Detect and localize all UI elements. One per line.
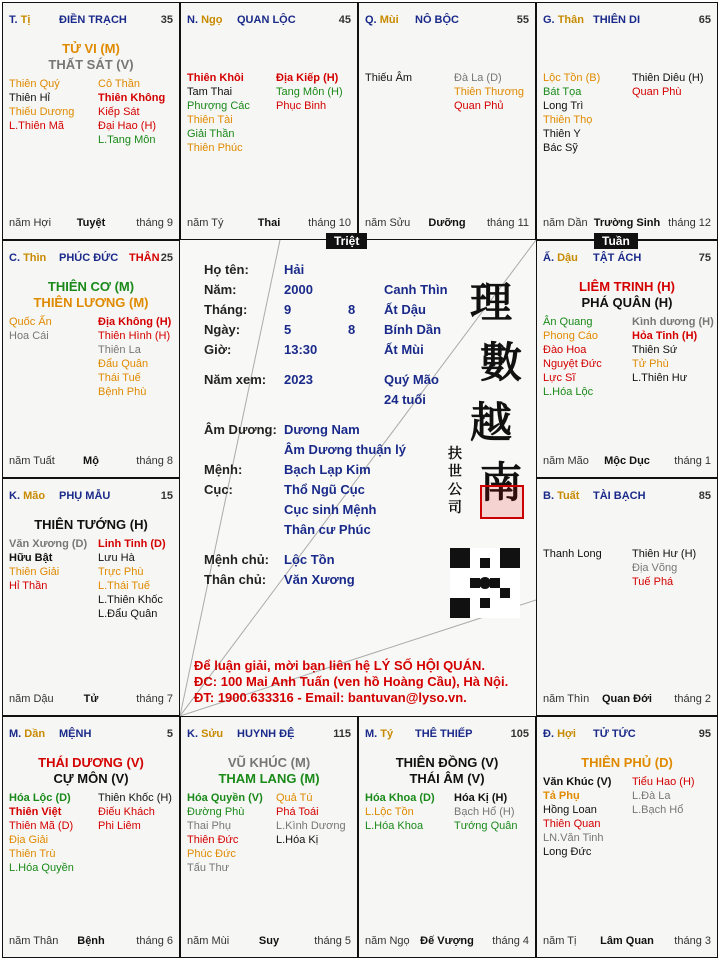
ngay-can-chi: Bính Dần [384,322,442,337]
palace-branch: K. Sửu [187,728,224,740]
minor-star: Đường Phù [187,806,245,818]
minor-star: Phúc Đức [187,848,236,860]
palace-age: 35 [160,14,173,26]
minor-star: Thiên Quan [543,818,601,830]
minor-stars-right [98,77,165,147]
palace-truong-sinh: Thai [257,217,281,229]
palace-house-name: NÔ BỘC [415,14,459,26]
minor-star: Thiên Phúc [187,142,243,154]
palace-age: 95 [698,728,711,740]
palace-year: năm Tý [187,217,224,229]
palace-truong-sinh: Bệnh [77,935,105,947]
palace-age: 105 [510,728,529,740]
palace-dan[interactable] [2,716,180,958]
contact-line-3: ĐT: 1900.633316 - Email: bantuvan@lyso.vn. [194,690,467,705]
minor-star: Thanh Long [543,548,602,560]
minor-star: L.Tang Môn [98,134,156,146]
palace-branch: M. Dần [9,728,46,740]
main-star: LIÊM TRINH (H) [578,279,676,294]
minor-star: Thiên Đức [187,834,239,846]
palace-age: 25 [160,252,173,264]
minor-star: Thiên Hỉ [9,92,50,104]
minor-star: Kiếp Sát [98,106,140,118]
palace-month: tháng 1 [674,455,711,467]
palace-year: năm Tị [543,935,577,947]
minor-star: Bạch Hổ (H) [454,806,515,818]
palace-house-name: THÊ THIẾP [415,728,473,740]
minor-stars-right [276,791,346,847]
palace-age: 115 [333,728,351,740]
contact-line-1: Để luận giải, mời bạn liên hệ LÝ SỐ HỘI QUÁN. [194,658,485,673]
minor-star: Tang Môn (H) [276,86,343,98]
minor-star: Thiên Tài [187,114,233,126]
minor-star: Hỉ Thần [9,580,48,592]
palace-year: năm Mùi [187,935,230,947]
palace-branch: K. Mão [9,490,46,502]
minor-star: Bác Sỹ [543,142,578,154]
minor-star: Thái Tuế [98,372,141,384]
minor-stars-right [632,315,714,385]
nam-label: Năm: [204,282,237,297]
minor-star: Hóa Kị (H) [454,792,508,804]
minor-star: Thiên Thương [454,86,525,98]
minor-star: L.Lộc Tồn [365,806,414,818]
palace-footer [541,935,713,949]
nam-xem-can-chi: Quý Mão [384,372,439,387]
minor-stars-left [543,547,602,561]
minor-star: Bệnh Phù [98,386,147,398]
palace-month: tháng 9 [136,217,173,229]
minor-stars-right [98,537,166,621]
cuc-value: Thổ Ngũ Cục [284,482,365,497]
am-duong-label: Âm Dương: [204,422,277,437]
minor-star: Thiên Hư (H) [632,548,697,560]
minor-star: L.Kình Dương [276,820,346,832]
palace-ngo[interactable] [180,2,358,240]
minor-star: Văn Khúc (V) [543,776,612,788]
minor-star: Giải Thần [187,128,235,140]
palace-age: 45 [338,14,351,26]
palace-month: tháng 10 [308,217,351,229]
minor-star: L.Bạch Hổ [632,804,684,816]
cuc-value-2: Cục sinh Mệnh [284,502,377,517]
ngay-am-lich: 8 [348,322,356,337]
palace-year: năm Sửu [365,217,411,229]
minor-star: Thiên La [98,344,141,356]
main-star: THIÊN TƯỚNG (H) [34,517,148,532]
am-duong-value: Dương Nam [284,422,360,437]
palace-mui[interactable] [358,2,536,240]
ho-ten-label: Họ tên: [204,262,249,277]
minor-stars-right [632,775,695,817]
minor-star: Quốc Ấn [9,316,52,328]
palace-house-name: HUYNH ĐỆ [237,728,295,740]
minor-star: L.Hóa Lộc [543,386,594,398]
minor-star: Tử Phù [632,358,669,370]
minor-star: Quan Phù [632,86,682,98]
menh-chu-label: Mệnh chủ: [204,552,269,567]
minor-star: Đào Hoa [543,344,587,356]
palace-month: tháng 8 [136,455,173,467]
palace-header [185,14,353,28]
palace-branch: B. Tuất [543,490,580,502]
palace-footer [7,693,175,707]
minor-star: Thai Phụ [187,820,232,832]
minor-star: Đà La (D) [454,72,502,84]
palace-footer [541,693,713,707]
contact-line-2: ĐC: 100 Mai Anh Tuấn (ven hồ Hoàng Cầu), Hà Nội. [194,674,509,689]
palace-branch: Ấ. Dậu [543,252,578,264]
gio-can-chi: Ất Mùi [384,342,424,357]
palace-year: năm Ngọ [365,935,410,947]
palace-house-name: THIÊN DI [593,14,641,26]
minor-star: Thiên Thọ [543,114,593,126]
minor-star: Địa Võng [632,562,678,574]
minor-star: Thiên Y [543,128,581,140]
palace-house-name: MỆNH [59,728,92,740]
minor-star: Thiên Không [98,92,166,104]
main-star: THIÊN ĐỒNG (V) [395,755,499,770]
calligraphy-char-3: 越 [470,398,513,447]
palace-branch: M. Tý [365,728,394,740]
qr-code-icon [450,548,520,618]
minor-star: Long Trì [543,100,584,112]
palace-footer [7,455,175,469]
palace-thin[interactable] [2,240,180,478]
minor-star: L.Thiên Khốc [98,594,163,606]
palace-branch: G. Thân [543,14,584,26]
palace-year: năm Dậu [9,693,54,705]
minor-star: Linh Tinh (D) [98,538,166,550]
palace-header [541,252,713,266]
palace-year: năm Tuất [9,455,55,467]
palace-truong-sinh: Dưỡng [428,217,466,229]
palace-truong-sinh: Tuyệt [76,217,106,229]
minor-star: Thiên Diêu (H) [632,72,704,84]
minor-star: L.Đà La [632,790,671,802]
palace-truong-sinh: Trường Sinh [593,217,661,229]
nam-can-chi: Canh Thìn [384,282,448,297]
minor-stars-left [9,537,87,593]
minor-star: L.Thái Tuế [98,580,150,592]
nam-xem-label: Năm xem: [204,372,267,387]
palace-month: tháng 7 [136,693,173,705]
palace-suu[interactable] [180,716,358,958]
minor-star: L.Thiên Mã [9,120,65,132]
minor-star: Tuế Phá [632,576,674,588]
palace-month: tháng 5 [314,935,351,947]
minor-star: Thiên Khôi [187,72,244,84]
minor-star: Hóa Lộc (D) [9,792,71,804]
palace-year: năm Mão [543,455,589,467]
palace-age: 75 [698,252,711,264]
palace-house-name: TỬ TỨC [593,728,636,740]
minor-star: Thiên Hình (H) [98,330,171,342]
palace-header [7,14,175,28]
menh-label: Mệnh: [204,462,243,477]
palace-year: năm Dần [543,217,588,229]
palace-truong-sinh: Lâm Quan [600,935,654,947]
palace-branch: C. Thìn [9,252,47,264]
palace-truong-sinh: Tử [83,693,99,705]
minor-star: Hóa Khoa (D) [365,792,435,804]
palace-hoi[interactable] [536,716,718,958]
palace-header [363,728,531,742]
calligraphy-char-1: 理 [470,278,513,327]
thang-label: Tháng: [204,302,248,317]
minor-star: Long Đức [543,846,592,858]
palace-truong-sinh: Mộ [83,455,99,467]
red-seal-stamp [480,485,524,519]
minor-star: Lưu Hà [98,552,135,564]
minor-star: L.Hóa Quyền [9,862,74,874]
minor-star: L.Đẩu Quân [98,608,158,620]
main-star: THAM LANG (M) [218,771,320,786]
minor-stars-left [543,775,611,859]
menh-chu-value: Lộc Tồn [284,552,335,567]
minor-star: L.Hóa Khoa [365,820,424,832]
minor-star: Thiên Trù [9,848,56,860]
minor-star: Cô Thần [98,78,140,90]
minor-star: Quan Phủ [454,100,504,112]
minor-star: Điếu Khách [98,806,155,818]
palace-ti[interactable] [2,2,180,240]
palace-header [541,490,713,504]
cuc-value-3: Thân cư Phúc [284,522,371,537]
main-star: THIÊN CƠ (M) [47,279,135,294]
cuc-label: Cục: [204,482,233,497]
minor-stars-left [365,791,435,833]
small-calligraphy: 扶 世 公 司 [448,446,462,516]
minor-stars-left [9,77,74,133]
palace-age: 5 [166,728,173,740]
minor-star: Thiếu Dương [9,106,75,118]
nam-xem-value: 2023 [284,372,313,387]
am-duong-value-2: Âm Dương thuận lý [284,442,406,457]
minor-star: Tướng Quân [454,820,518,832]
palace-header [7,490,175,504]
minor-star: Lộc Tồn (B) [543,72,601,84]
palace-branch: T. Tị [9,14,31,26]
ngay-value: 5 [284,322,292,337]
palace-header [7,252,175,266]
minor-stars-left [187,71,250,155]
ngay-label: Ngày: [204,322,241,337]
main-star: THÁI DƯƠNG (V) [38,755,144,770]
palace-age: 65 [698,14,711,26]
minor-star: Địa Kiếp (H) [276,72,339,84]
minor-star: Đẩu Quân [98,358,149,370]
thang-can-chi: Ất Dậu [384,302,426,317]
palace-month: tháng 6 [136,935,173,947]
minor-star: Tiểu Hao (H) [632,776,695,788]
palace-header [541,14,713,28]
minor-stars-left [365,71,412,85]
minor-star: Hỏa Tinh (H) [632,330,698,342]
minor-stars-right [98,315,171,399]
main-star: THIÊN PHỦ (D) [581,755,673,770]
minor-star: Trực Phù [98,566,144,578]
minor-stars-left [9,315,52,343]
minor-stars-right [98,791,172,833]
palace-year: năm Thân [9,935,59,947]
ho-ten-value: Hải [284,262,305,277]
palace-month: tháng 3 [674,935,711,947]
palace-footer [541,217,713,231]
thang-am-lich: 8 [348,302,356,317]
palace-month: tháng 11 [486,217,529,229]
than-marker: THÂN [129,252,160,264]
minor-star: Phong Cáo [543,330,599,342]
minor-star: Tấu Thư [187,862,230,874]
main-star: VŨ KHÚC (M) [227,755,311,770]
minor-star: Phá Toái [276,806,319,818]
minor-star: Văn Xương (D) [9,538,88,550]
palace-truong-sinh: Suy [258,935,280,947]
palace-than[interactable] [536,2,718,240]
minor-star: Bát Tọa [543,86,582,98]
palace-footer [7,217,175,231]
calligraphy-char-4: 南 [480,458,523,507]
palace-month: tháng 4 [492,935,529,947]
center-info-panel [180,240,536,716]
minor-star: Thiên Việt [9,806,62,818]
gio-value: 13:30 [284,342,318,357]
palace-dau[interactable] [536,240,718,478]
palace-house-name: TÀI BẠCH [593,490,646,502]
palace-footer [363,935,531,949]
main-star: THIÊN LƯƠNG (M) [33,295,149,310]
main-star: CỰ MÔN (V) [53,771,129,786]
minor-star: Đại Hao (H) [98,120,157,132]
palace-ty[interactable] [358,716,536,958]
minor-star: Hồng Loan [543,804,597,816]
minor-star: Thiếu Âm [365,72,413,84]
palace-footer [541,455,713,469]
palace-branch: Đ. Hợi [543,728,576,740]
palace-house-name: TẬT ÁCH [593,252,642,264]
minor-star: Địa Không (H) [98,316,172,328]
minor-stars-left [543,315,602,399]
minor-stars-left [9,791,74,875]
palace-footer [363,217,531,231]
minor-stars-right [454,71,524,113]
minor-star: L.Hóa Kị [276,834,319,846]
palace-house-name: QUAN LỘC [237,14,296,26]
minor-stars-right [276,71,343,113]
minor-star: Lực Sĩ [543,372,576,384]
palace-header [363,14,531,28]
gio-label: Giờ: [204,342,232,357]
thang-value: 9 [284,302,292,317]
palace-house-name: ĐIỀN TRẠCH [59,14,127,26]
palace-header [541,728,713,742]
minor-star: LN.Văn Tinh [543,832,604,844]
minor-stars-left [187,791,263,875]
minor-star: Thiên Quý [9,78,60,90]
minor-stars-left [543,71,600,155]
palace-header [7,728,175,742]
main-star: TỬ VI (M) [62,41,120,56]
minor-star: Thiên Khốc (H) [98,792,172,804]
palace-footer [7,935,175,949]
palace-year: năm Hợi [9,217,52,229]
palace-month: tháng 2 [674,693,711,705]
main-star: THẤT SÁT (V) [48,57,134,72]
minor-star: Thiên Mã (D) [9,820,74,832]
minor-stars-right [454,791,518,833]
palace-tuat[interactable] [536,478,718,716]
minor-star: Quả Tú [276,792,313,804]
palace-age: 55 [516,14,529,26]
menh-value: Bạch Lạp Kim [284,462,371,477]
minor-star: Hóa Quyền (V) [187,792,263,804]
main-star: THÁI ÂM (V) [409,771,485,786]
palace-year: năm Thìn [543,693,590,705]
palace-truong-sinh: Quan Đới [602,693,652,705]
minor-star: Tam Thai [187,86,233,98]
main-star: PHÁ QUÂN (H) [581,295,673,310]
calligraphy-char-2: 數 [480,338,523,387]
minor-star: Ân Quang [543,316,593,328]
minor-star: Hoa Cái [9,330,49,342]
minor-star: Thiên Giải [9,566,60,578]
nam-value: 2000 [284,282,313,297]
palace-footer [185,217,353,231]
palace-house-name: PHỤ MẪU [59,490,111,502]
tuan-tag: Tuần [594,233,638,249]
minor-star: Phi Liêm [98,820,141,832]
minor-star: Phục Binh [276,100,327,112]
palace-truong-sinh: Mộc Dục [604,455,650,467]
palace-branch: Q. Mùi [365,14,399,26]
palace-header [185,728,353,742]
minor-star: Nguyệt Đức [543,358,602,370]
palace-branch: N. Ngọ [187,14,223,26]
minor-stars-right [632,547,696,589]
palace-footer [185,935,353,949]
minor-star: Kình dương (H) [632,316,714,328]
triet-tag: Triệt [326,233,367,249]
minor-star: L.Thiên Hư [632,372,688,384]
palace-house-name: PHÚC ĐỨC [59,252,119,264]
palace-truong-sinh: Đế Vượng [420,935,474,947]
than-chu-label: Thân chủ: [204,572,267,587]
minor-stars-right [632,71,704,99]
than-chu-value: Văn Xương [284,572,355,587]
palace-month: tháng 12 [668,217,711,229]
minor-star: Hữu Bật [9,552,53,564]
palace-age: 15 [160,490,173,502]
palace-mao[interactable] [2,478,180,716]
minor-star: Phượng Các [187,100,250,112]
tuoi-value: 24 tuổi [384,392,426,407]
minor-star: Tả Phụ [543,790,580,802]
palace-age: 85 [698,490,711,502]
minor-star: Thiên Sứ [632,344,678,356]
minor-star: Địa Giải [9,834,49,846]
